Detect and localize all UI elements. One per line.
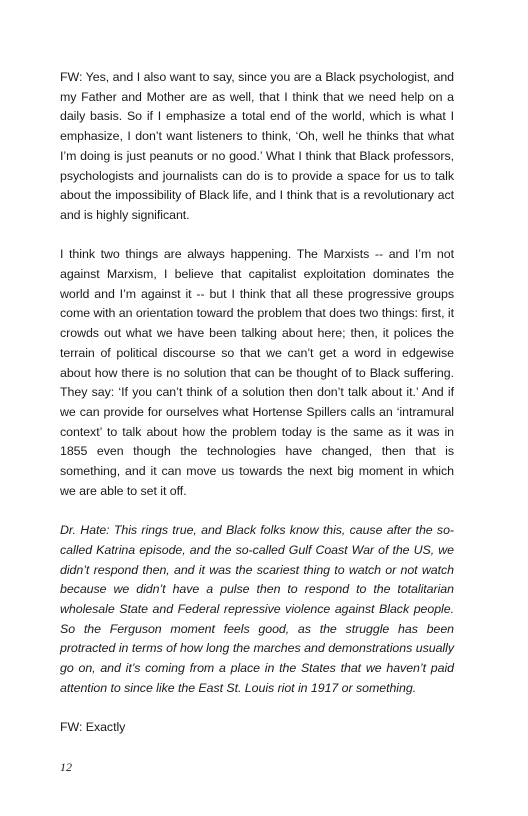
page-number: 12 bbox=[60, 760, 72, 774]
paragraph-fw-exactly: FW: Exactly bbox=[60, 720, 126, 735]
page-body bbox=[60, 68, 454, 738]
paragraph-fw-revolutionary-act: FW: Yes, and I also want to say, since you are a Black psychologist, and my Father and Mother are as well, that I think that we need help on a daily basis. So if I emphasize a total end of the world, which is what I emphasize, I don’t want listeners to think, ‘Oh, well he thinks that what I’m doing is just peanuts or no good.’ What I think that Black professors, psychologists and journalists can do is to provide a space for us to talk about the impossibility of Black life, and I think that is a revolutionary act and is highly significant. bbox=[60, 70, 454, 222]
paragraph-dr-hate-response: Dr. Hate: This rings true, and Black folks know this, cause after the so-called Katrina episode, and the so-called Gulf Coast War of the US, we didn’t respond then, and it was the scariest thing to watch or not watch because we didn’t have a pulse then to respond to the totalitarian wholesale State and Federal repressive violence against Black people. So the Ferguson moment feels good, as the struggle has been protracted in terms of how long the marches and demonstrations usually go on, and it’s coming from a place in the States that we haven’t paid attention to since like the East St. Louis riot in 1917 or something. bbox=[60, 523, 454, 695]
paragraph-marxists: I think two things are always happening. The Marxists -- and I’m not against Marxism, I believe that capitalist exploitation dominates the world and I’m against it -- but I think that all these progressive groups come with an orientation toward the problem that does two things: first, it crowds out what we have been talking about here; then, it polices the terrain of political discourse so that we can’t get a word in edgewise about how there is no solution that can be thought of to Black suffering. They say: ‘If you can’t think of a solution then don’t talk about it.’ And if we can provide for ourselves what Hortense Spillers calls an ‘intramural context’ to talk about how the problem today is the same as it was in 1855 even though the technologies have changed, then that is something, and it can move us towards the next big moment in which we are able to set it off. bbox=[60, 247, 454, 498]
